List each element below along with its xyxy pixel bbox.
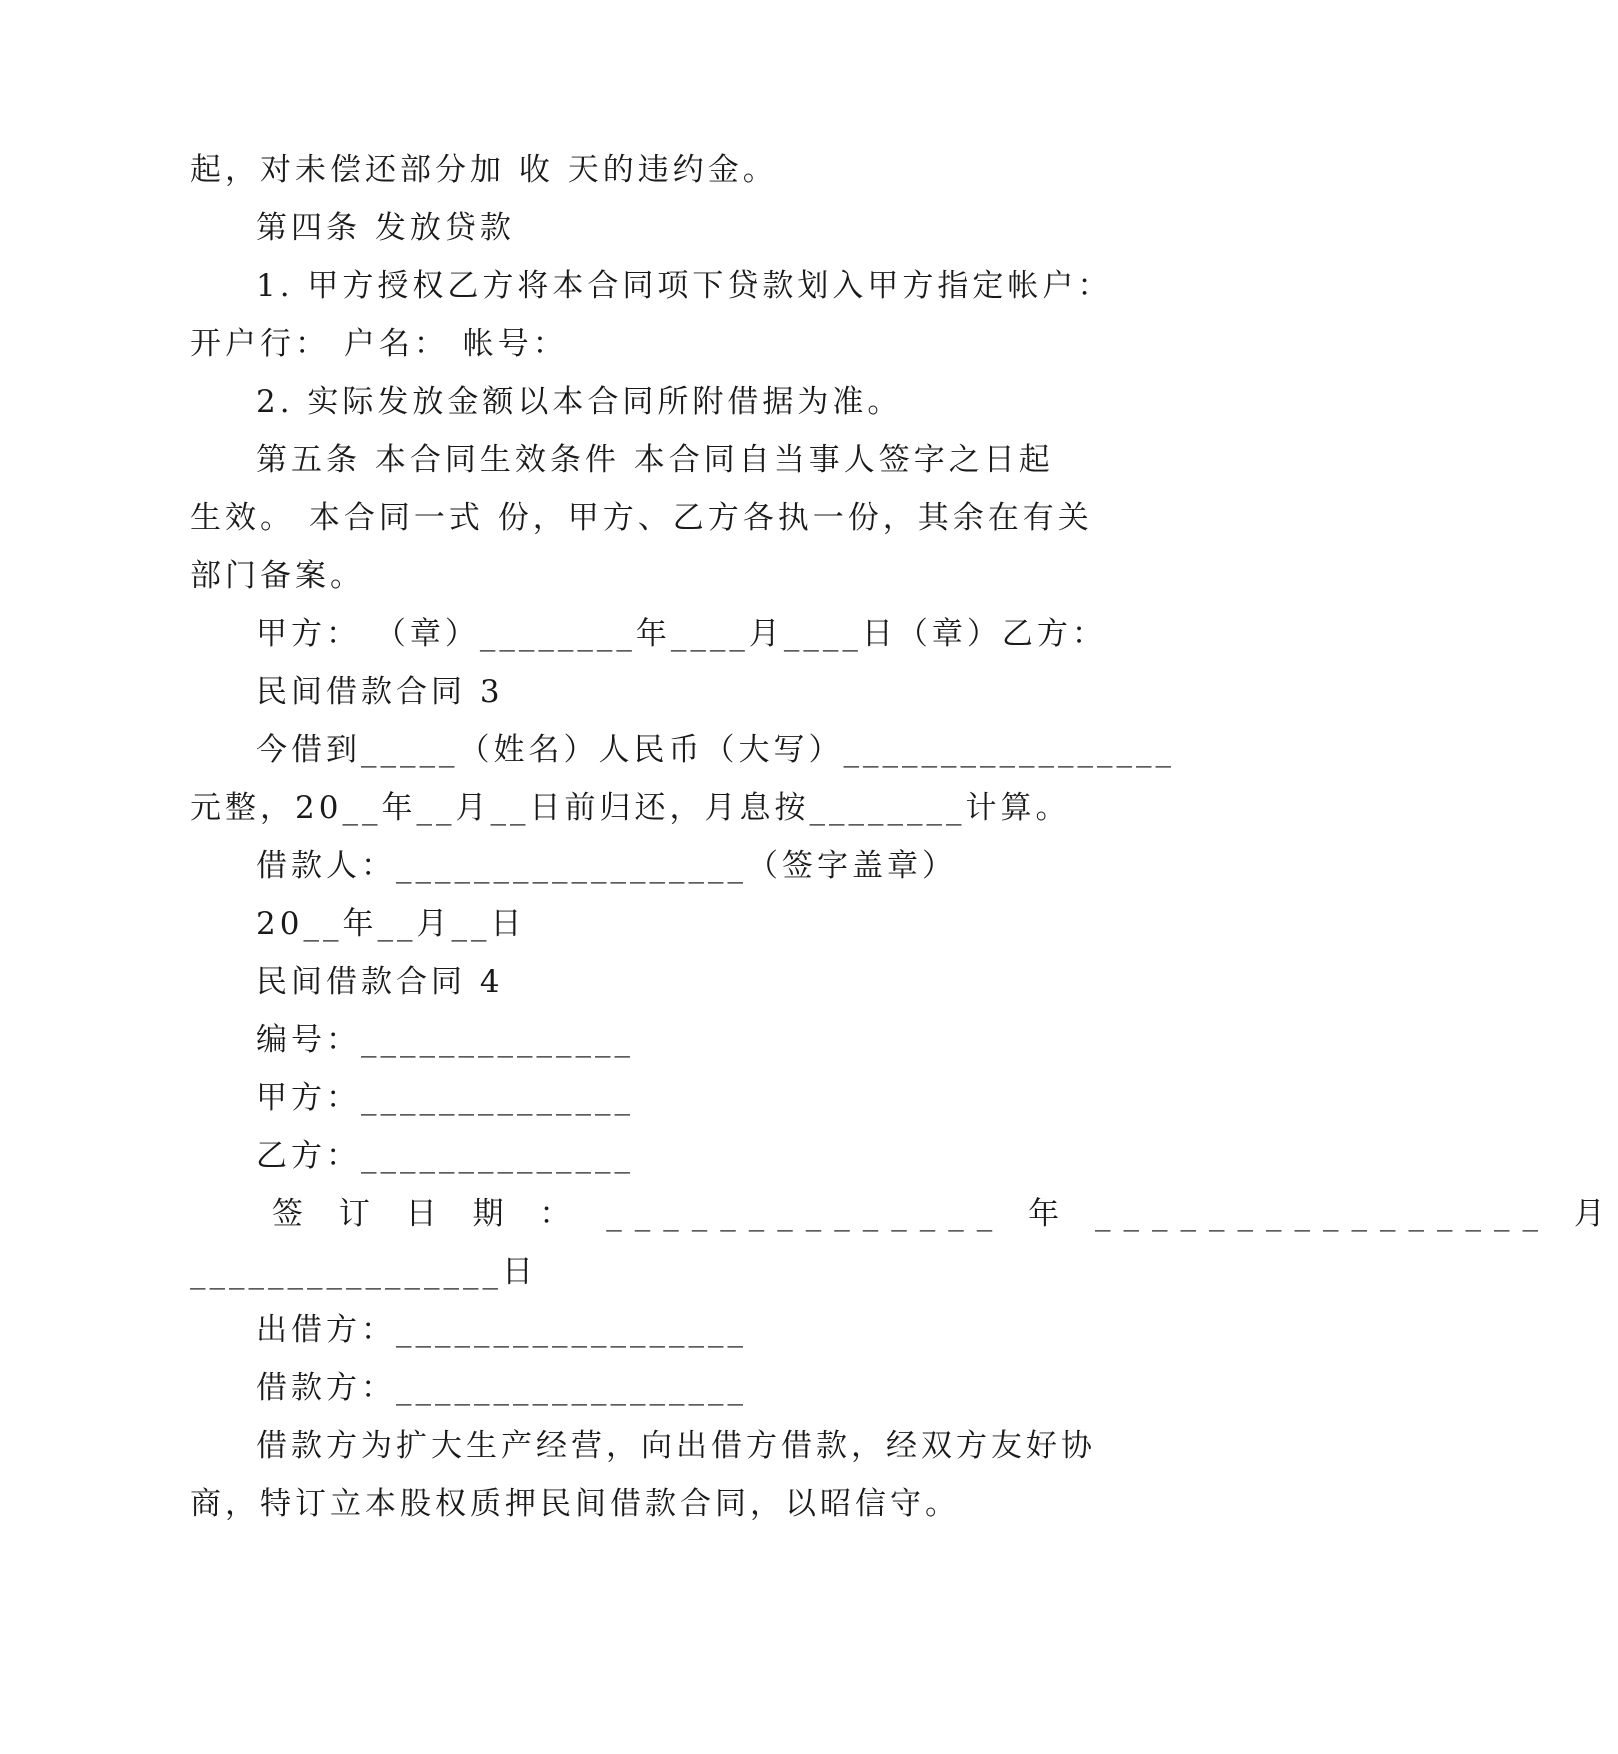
text-line: 开户行： 户名： 帐号： (190, 326, 568, 362)
text-line: 今借到_____（姓名）人民币（大写）_________________ (256, 732, 1175, 768)
field-line: 甲方：______________ (256, 1080, 634, 1116)
text-line: 部门备案。 (190, 558, 365, 594)
text-line: 元整，20__年__月__日前归还，月息按________计算。 (190, 790, 1071, 826)
contract-title: 民间借款合同 3 (256, 674, 504, 710)
section-heading: 第五条 本合同生效条件 本合同自当事人签字之日起 (256, 442, 1054, 478)
date-line: 20__年__月__日 (256, 906, 526, 942)
signature-line: 甲方： （章）________年____月____日（章）乙方： (256, 616, 1107, 652)
contract-title: 民间借款合同 4 (256, 964, 504, 1000)
signature-line: 借款人：__________________（签字盖章） (256, 848, 957, 884)
text-line: 1. 甲方授权乙方将本合同项下贷款划入甲方指定帐户： (256, 268, 1113, 304)
date-field-line: 签 订 日 期 ： ______________ 年 ________________ 月 (272, 1196, 1618, 1232)
field-line: 出借方：__________________ (256, 1312, 747, 1348)
section-heading: 第四条 发放贷款 (256, 210, 515, 246)
text-line: 起，对未偿还部分加 收 天的违约金。 (190, 152, 778, 188)
field-line: 编号：______________ (256, 1022, 634, 1058)
text-line: 生效。 本合同一式 份，甲方、乙方各执一份，其余在有关 (190, 500, 1093, 536)
date-field-line: ________________日 (190, 1254, 537, 1290)
field-line: 乙方：______________ (256, 1138, 634, 1174)
text-line: 商，特订立本股权质押民间借款合同，以昭信守。 (190, 1486, 960, 1522)
text-line: 2. 实际发放金额以本合同所附借据为准。 (256, 384, 903, 420)
field-line: 借款方：__________________ (256, 1370, 747, 1406)
text-line: 借款方为扩大生产经营，向出借方借款，经双方友好协 (256, 1428, 1096, 1464)
